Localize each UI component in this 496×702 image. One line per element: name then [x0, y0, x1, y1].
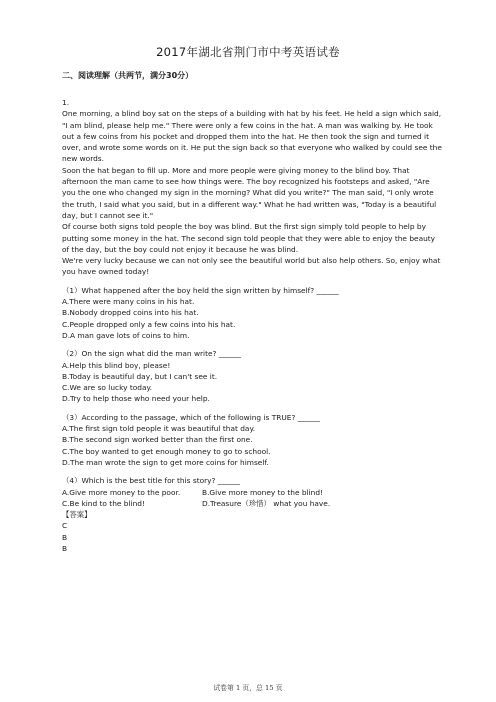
passage-paragraph-1: One morning, a blind boy sat on the steps of a building with hat by his feet. He held a sign which said, "I am blind, please help me." There were only a few coins in the hat. A man was walking by. He took out a few coins from his pocket and dropped them into the hat. He then took the sign and turned it over, and wrote some words on it. He put the sign back so that everyone who walked by could see the new words.: [62, 109, 442, 164]
option-c: C.The boy wanted to get enough money to go to school.: [62, 446, 271, 456]
section-heading: 二、阅读理解（共两节，满分30分）: [62, 71, 194, 80]
option-b: B.Today is beautiful day, but I can't see it.: [62, 371, 218, 381]
option-a: A.The first sign told people it was beautiful that day.: [62, 424, 256, 434]
answer-3: B: [62, 543, 68, 553]
question-stem: （1）What happened after the boy held the sign written by himself? ______: [62, 285, 339, 295]
answer-1: C: [62, 521, 68, 531]
option-b: B.Give more money to the blind!: [202, 487, 324, 497]
option-b: B.The second sign worked better than the first one.: [62, 435, 253, 445]
question-stem: （3）According to the passage, which of the following is TRUE? ______: [62, 412, 320, 422]
item-number: 1.: [62, 98, 70, 107]
question-2: [62, 348, 442, 404]
option-d: D.The man wrote the sign to get more coins for himself.: [62, 457, 269, 467]
page-title: 2017年湖北省荆门市中考英语试卷: [156, 45, 340, 59]
question-1: [62, 285, 442, 341]
option-d: D.A man gave lots of coins to him.: [62, 330, 190, 340]
option-c: C.People dropped only a few coins into his hat.: [62, 319, 236, 329]
question-4: [62, 475, 442, 509]
question-stem: （2）On the sign what did the man write? ______: [62, 349, 241, 359]
option-d: D.Treasure（珍惜） what you have.: [202, 498, 331, 508]
question-stem: （4）Which is the best title for this story? ______: [62, 476, 240, 486]
page-footer: 试卷第 1 页，总 15 页: [213, 684, 283, 692]
answer-heading: 【答案】: [62, 510, 92, 520]
options-grid: [62, 487, 442, 510]
option-c: C.Be kind to the blind!: [62, 498, 145, 508]
passage-paragraph-2: Soon the hat began to fill up. More and more people were giving money to the blind boy. That afternoon the man came to see how things were. The boy recognized his footsteps and asked, "Are you the one who changed my sign in the morning? What did you write?" The man said, "I only wrote the truth, I said what you said, but in a different way." What he had written was, "Today is a beautiful day, but I cannot see it.": [62, 165, 437, 220]
option-a: A.There were many coins in his hat.: [62, 297, 195, 307]
passage-paragraph-4: We're very lucky because we can not only see the beautiful world but also help others. So, enjoy what you have owned today!: [62, 256, 441, 277]
option-d: D.Try to help those who need your help.: [62, 394, 210, 404]
option-b: B.Nobody dropped coins into his hat.: [62, 308, 199, 318]
question-3: [62, 412, 442, 468]
option-c: C.We are so lucky today.: [62, 383, 153, 393]
passage-paragraph-3: Of course both signs told people the boy was blind. But the first sign simply told people to help by putting some money in the hat. The second sign told people that they were able to enjoy the beauty of the day, but the boy could not enjoy it because he was blind.: [62, 222, 436, 254]
question-content: [62, 92, 442, 554]
option-a: A.Help this blind boy, please!: [62, 360, 171, 370]
answer-2: B: [62, 532, 68, 542]
option-a: A.Give more money to the poor.: [62, 487, 181, 497]
